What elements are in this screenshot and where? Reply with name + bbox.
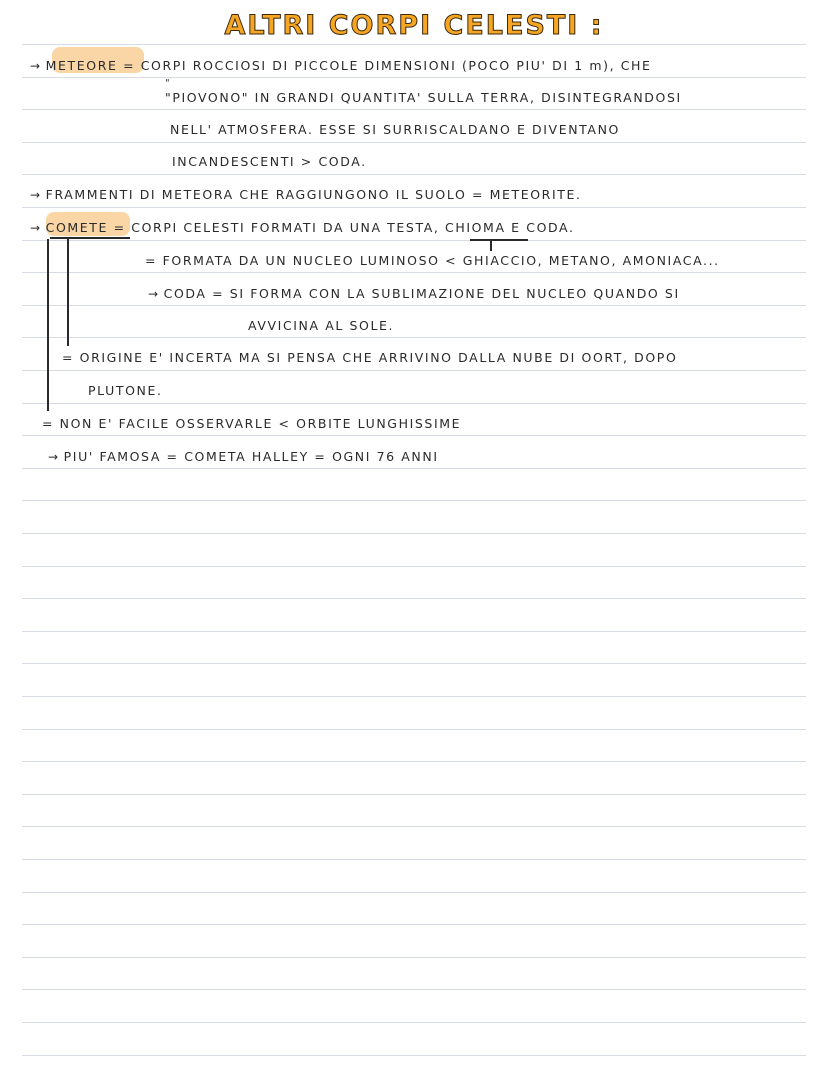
ruled-line [22,957,806,958]
arrow-icon: → [30,188,42,202]
arrow-icon: → [48,450,60,464]
ruled-line [22,403,806,404]
testa-branch [490,239,492,251]
meteore-definition-line-3: NELL' ATMOSFERA. ESSE SI SURRISCALDANO E DIVENTANO [170,122,620,137]
page-title: ALTRI CORPI CELESTI : [224,10,604,41]
testa-definition: = FORMATA DA UN NUCLEO LUMINOSO < GHIACCIO, METANO, AMONIACA... [145,253,720,268]
meteorite-text: FRAMMENTI DI METEORA CHE RAGGIUNGONO IL SUOLO = METEORITE. [45,187,582,202]
ruled-line [22,794,806,795]
meteore-definition-line-2: "PIOVONO" IN GRANDI QUANTITA' SULLA TERRA, DISINTEGRANDOSI [165,90,682,105]
ruled-line [22,989,806,990]
ruled-line [22,468,806,469]
ruled-line [22,859,806,860]
ruled-line [22,663,806,664]
meteore-definition-line-1 [30,58,652,74]
ruled-line [22,598,806,599]
ruled-line [22,826,806,827]
bracket-origine [67,239,69,346]
ruled-line [22,924,806,925]
ruled-line [22,207,806,208]
equals-sign: = [113,220,126,235]
meteore-term: METEORE [45,58,118,73]
ruled-line [22,1022,806,1023]
ruled-line [22,305,806,306]
comete-term: COMETE [45,220,109,235]
ruled-line [22,77,806,78]
ruled-line [22,631,806,632]
origine-line-1: = ORIGINE E' INCERTA MA SI PENSA CHE ARRIVINO DALLA NUBE DI OORT, DOPO [62,350,678,365]
ditto-mark: " [165,78,172,89]
comete-text: CORPI CELESTI FORMATI DA UNA TESTA, CHIOMA E CODA. [131,220,575,235]
ruled-line [22,696,806,697]
arrow-icon: → [30,221,42,235]
meteore-text-1: CORPI ROCCIOSI DI PICCOLE DIMENSIONI (POCO PIU' DI 1 m), CHE [140,58,652,73]
arrow-icon: → [30,59,42,73]
ruled-line [22,272,806,273]
ruled-line [22,1055,806,1056]
comete-underline [50,237,130,239]
ruled-line [22,142,806,143]
arrow-icon: → [148,287,160,301]
ruled-line [22,240,806,241]
ruled-line [22,44,806,45]
comete-definition-line [30,220,575,236]
ruled-line [22,566,806,567]
meteorite-note [30,187,582,203]
coda-definition-line-1 [148,286,680,302]
meteore-definition-line-4: INCANDESCENTI > CODA. [172,154,367,169]
ruled-line [22,533,806,534]
testa-underline [470,239,528,241]
coda-definition-line-2: AVVICINA AL SOLE. [248,318,395,333]
ruled-line [22,729,806,730]
ruled-line [22,109,806,110]
ruled-line [22,337,806,338]
ruled-line [22,174,806,175]
famosa-text: PIU' FAMOSA = COMETA HALLEY = OGNI 76 ANNI [63,449,439,464]
ruled-line [22,370,806,371]
origine-line-2: PLUTONE. [88,383,163,398]
ruled-line [22,435,806,436]
famosa-line [48,449,439,465]
ruled-line [22,761,806,762]
ruled-line [22,892,806,893]
bracket-osservare [47,239,49,411]
coda-text-1: CODA = SI FORMA CON LA SUBLIMAZIONE DEL NUCLEO QUANDO SI [163,286,680,301]
ruled-line [22,500,806,501]
equals-sign: = [123,58,136,73]
osservare-line: = NON E' FACILE OSSERVARLE < ORBITE LUNGHISSIME [42,416,462,431]
